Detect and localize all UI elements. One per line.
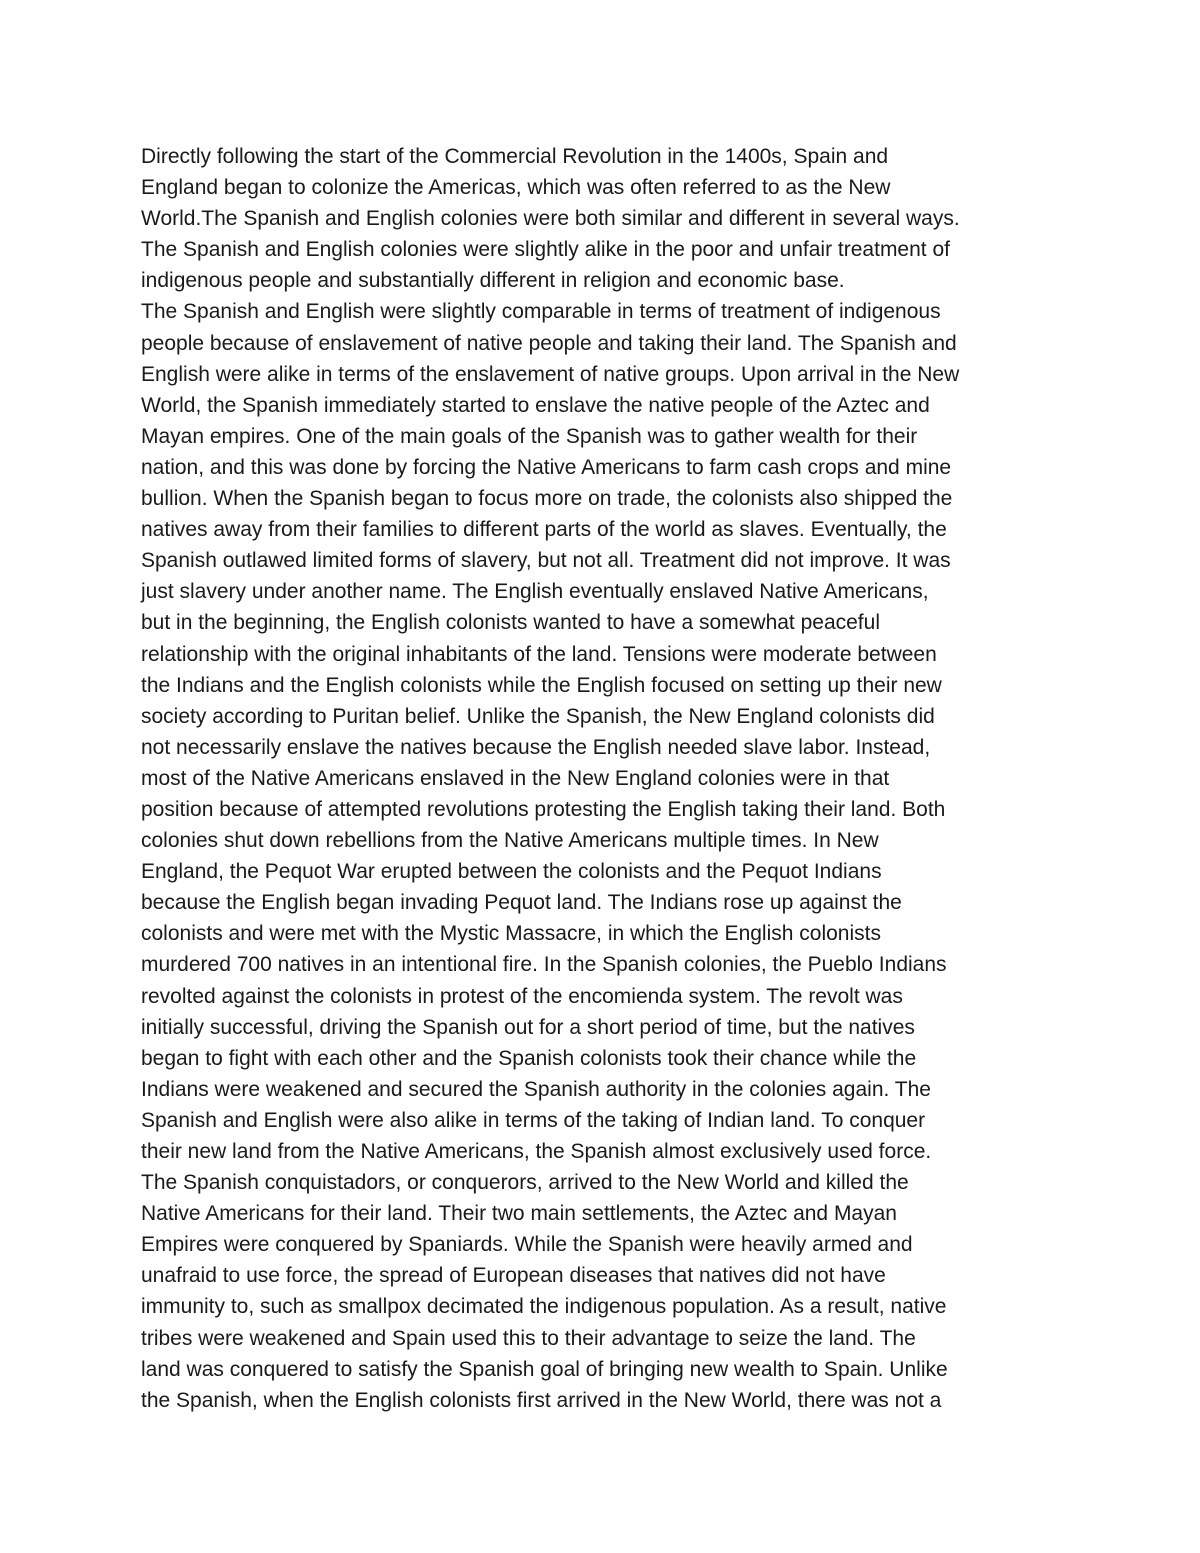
text-line: World, the Spanish immediately started to enslave the native people of the Aztec and bbox=[141, 393, 930, 417]
text-line: revolted against the colonists in protest of the encomienda system. The revolt was bbox=[141, 984, 903, 1008]
text-line: position because of attempted revolutions protesting the English taking their land. Both bbox=[141, 797, 946, 821]
text-line: the Indians and the English colonists while the English focused on setting up their new bbox=[141, 673, 942, 697]
text-line: immunity to, such as smallpox decimated the indigenous population. As a result, native bbox=[141, 1295, 947, 1319]
text-line: their new land from the Native Americans, the Spanish almost exclusively used force. bbox=[141, 1140, 932, 1163]
text-line: most of the Native Americans enslaved in the New England colonies were in that bbox=[141, 766, 890, 790]
text-line: World.The Spanish and English colonies were both similar and different in several ways. bbox=[141, 207, 960, 231]
text-line: just slavery under another name. The English eventually enslaved Native Americans, bbox=[141, 580, 929, 604]
text-line: bullion. When the Spanish began to focus more on trade, the colonists also shipped the bbox=[141, 487, 953, 511]
text-line: murdered 700 natives in an intentional fire. In the Spanish colonies, the Pueblo Indians bbox=[141, 953, 947, 977]
text-line: Spanish and English were also alike in terms of the taking of Indian land. To conquer bbox=[141, 1108, 926, 1132]
text-line: tribes were weakened and Spain used this to their advantage to seize the land. The bbox=[141, 1326, 916, 1350]
text-line: the Spanish, when the English colonists first arrived in the New World, there was not a bbox=[141, 1388, 942, 1412]
text-line: Indians were weakened and secured the Spanish authority in the colonies again. The bbox=[141, 1077, 931, 1101]
text-line: Mayan empires. One of the main goals of the Spanish was to gather wealth for their bbox=[141, 424, 918, 448]
text-line: relationship with the original inhabitants of the land. Tensions were moderate between bbox=[141, 642, 937, 666]
text-line: nation, and this was done by forcing the Native Americans to farm cash crops and mine bbox=[141, 455, 952, 479]
text-line: Directly following the start of the Commercial Revolution in the 1400s, Spain and bbox=[141, 145, 889, 168]
text-line: land was conquered to satisfy the Spanish goal of bringing new wealth to Spain. Unlike bbox=[141, 1357, 948, 1381]
text-line: Empires were conquered by Spaniards. While the Spanish were heavily armed and bbox=[141, 1233, 913, 1257]
text-line: England, the Pequot War erupted between the colonists and the Pequot Indians bbox=[141, 860, 882, 884]
text-line: not necessarily enslave the natives because the English needed slave labor. Instead, bbox=[141, 735, 931, 759]
text-line: England began to colonize the Americas, which was often referred to as the New bbox=[141, 176, 891, 200]
text-line: society according to Puritan belief. Unlike the Spanish, the New England colonists did bbox=[141, 704, 935, 728]
text-line: indigenous people and substantially different in religion and economic base. bbox=[141, 269, 845, 293]
text-line: The Spanish and English were slightly comparable in terms of treatment of indigenous bbox=[141, 300, 941, 324]
text-line: because the English began invading Pequot land. The Indians rose up against the bbox=[141, 891, 902, 915]
essay-body bbox=[141, 141, 1081, 1416]
text-line: initially successful, driving the Spanish out for a short period of time, but the natives bbox=[141, 1015, 915, 1039]
text-line: The Spanish conquistadors, or conquerors, arrived to the New World and killed the bbox=[141, 1171, 909, 1195]
text-line: unafraid to use force, the spread of European diseases that natives did not have bbox=[141, 1264, 886, 1288]
text-line: natives away from their families to different parts of the world as slaves. Eventually, the bbox=[141, 518, 947, 542]
text-line: The Spanish and English colonies were slightly alike in the poor and unfair treatment of bbox=[141, 238, 950, 262]
text-line: English were alike in terms of the enslavement of native groups. Upon arrival in the New bbox=[141, 362, 960, 386]
text-line: Spanish outlawed limited forms of slavery, but not all. Treatment did not improve. It was bbox=[141, 549, 951, 573]
text-line: Native Americans for their land. Their two main settlements, the Aztec and Mayan bbox=[141, 1202, 897, 1226]
text-line: colonies shut down rebellions from the Native Americans multiple times. In New bbox=[141, 829, 879, 853]
text-line: began to fight with each other and the Spanish colonists took their chance while the bbox=[141, 1046, 917, 1070]
text-line: but in the beginning, the English colonists wanted to have a somewhat peaceful bbox=[141, 611, 880, 635]
text-line: colonists and were met with the Mystic Massacre, in which the English colonists bbox=[141, 922, 881, 946]
text-line: people because of enslavement of native people and taking their land. The Spanish and bbox=[141, 331, 957, 355]
